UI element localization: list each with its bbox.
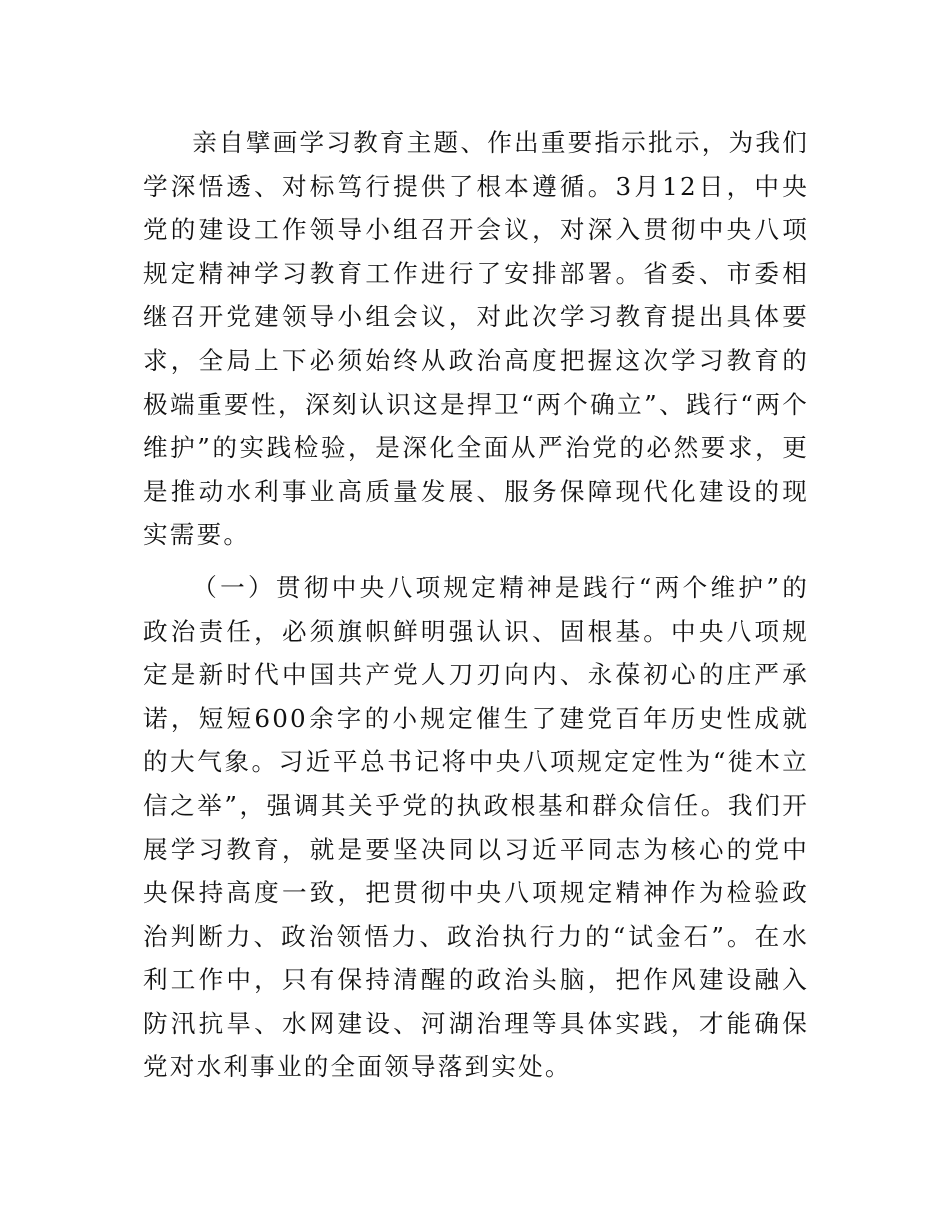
paragraph-2: （一）贯彻中央八项规定精神是践行“两个维护”的政治责任，必须旗帜鲜明强认识、固根基。中央八项规定是新时代中国共产党人刀刃向内、永葆初心的庄严承诺，短短600余字的小规定催生了建党百年历史性成就的大气象。习近平总书记将中央八项规定定性为“徙木立信之举”，强调其关乎党的执政根基和群众信任。我们开展学习教育，就是要坚决同以习近平同志为核心的党中央保持高度一致，把贯彻中央八项规定精神作为检验政治判断力、政治领悟力、政治执行力的“试金石”。在水利工作中，只有保持清醒的政治头脑，把作风建设融入防汛抗旱、水网建设、河湖治理等具体实践，才能确保党对水利事业的全面领导落到实处。 [143,572,809,1082]
paragraph-1: 亲自擘画学习教育主题、作出重要指示批示，为我们学深悟透、对标笃行提供了根本遵循。3月12日，中央党的建设工作领导小组召开会议，对深入贯彻中央八项规定精神学习教育工作进行了安排部署。省委、市委相继召开党建领导小组会议，对此次学习教育提出具体要求，全局上下必须始终从政治高度把握这次学习教育的极端重要性，深刻认识这是捍卫“两个确立”、践行“两个维护”的实践检验，是深化全面从严治党的必然要求，更是推动水利事业高质量发展、服务保障现代化建设的现实需要。 [143,128,809,550]
document-body [143,121,809,1089]
